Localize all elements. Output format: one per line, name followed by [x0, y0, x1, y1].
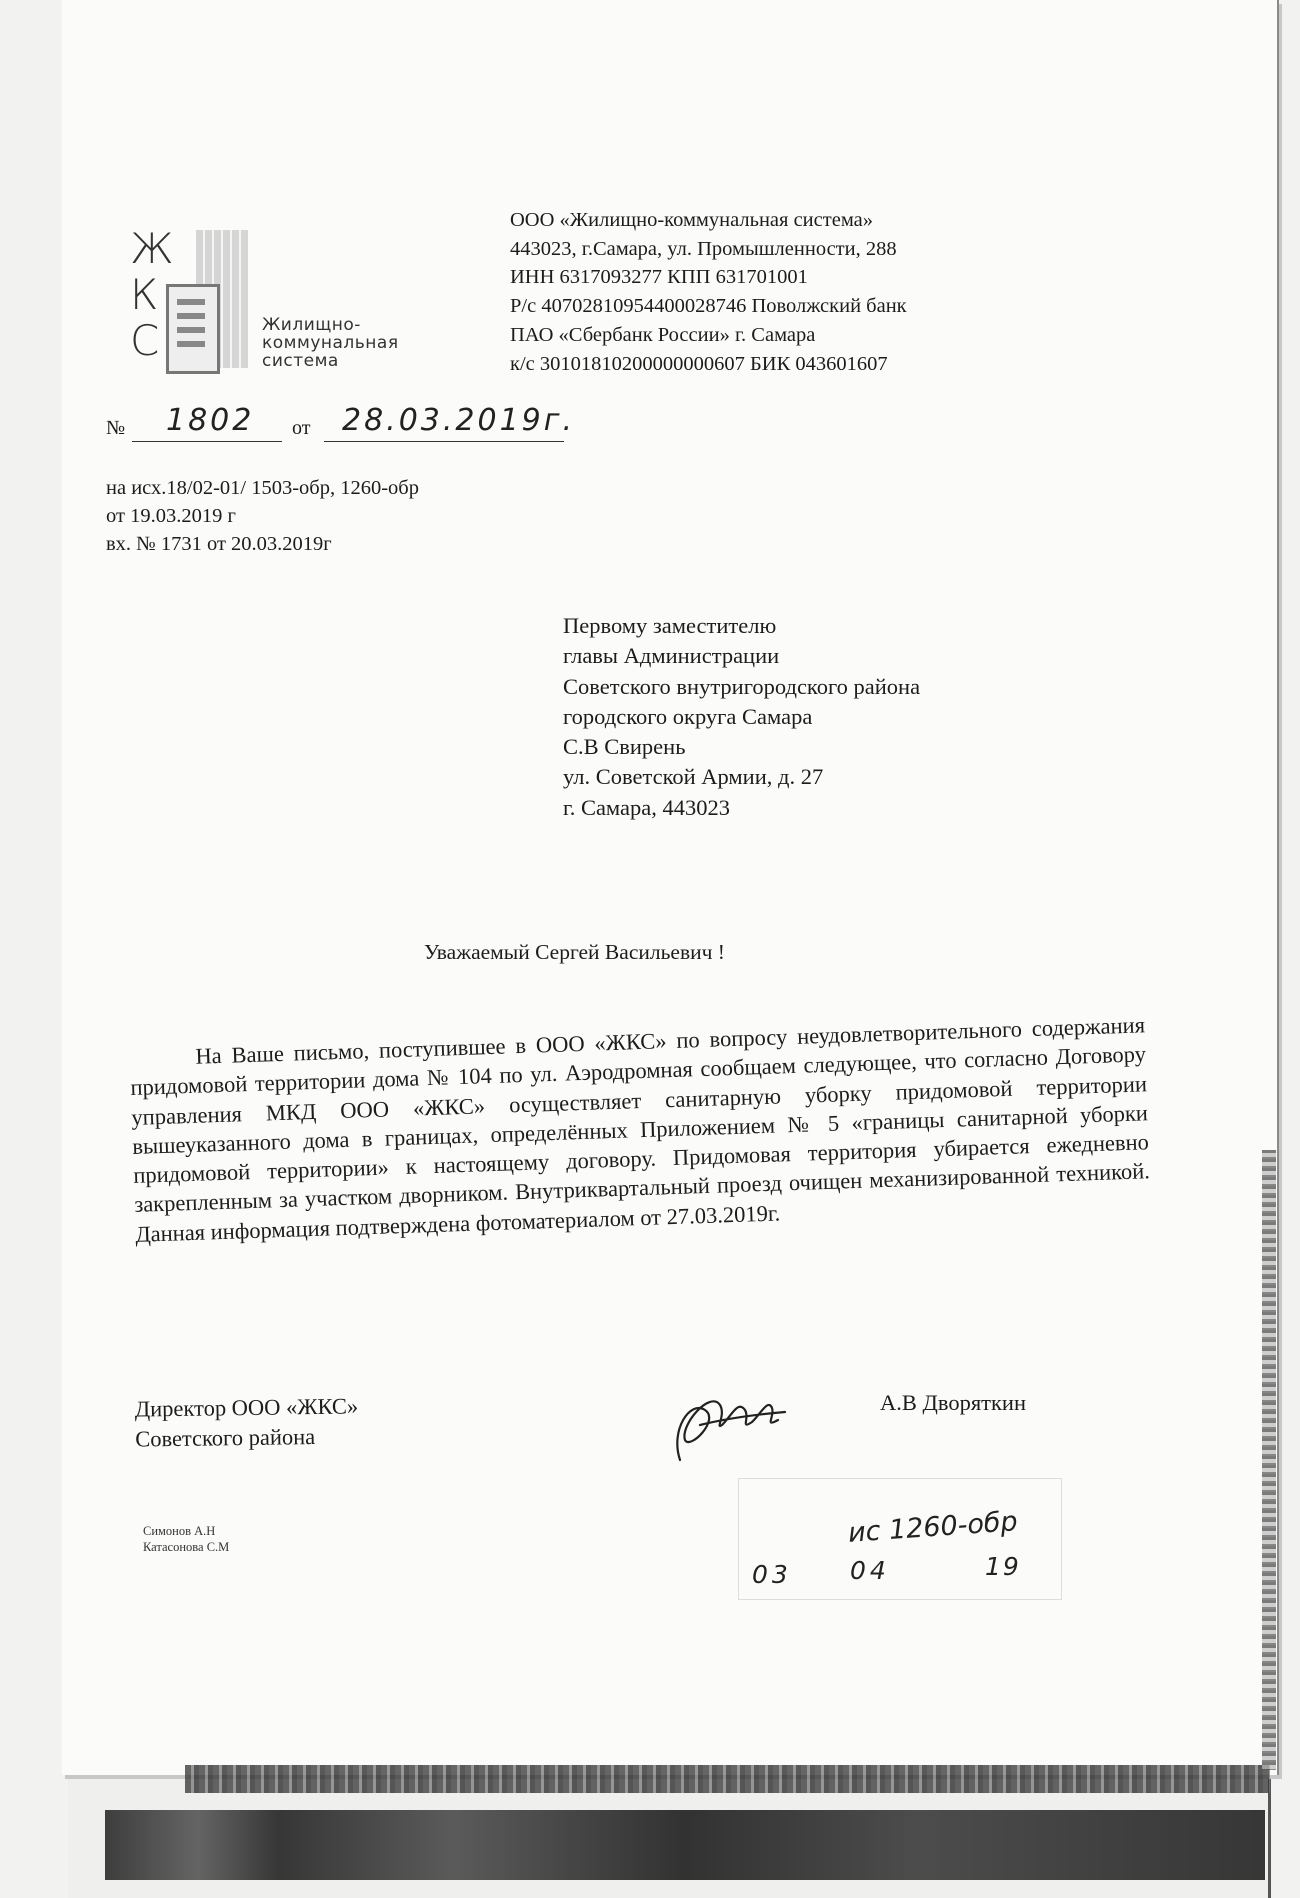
logo-name-line: коммунальная: [262, 333, 399, 353]
logo-company-name: [262, 316, 399, 370]
addressee-line: Советского внутригородского района: [563, 673, 921, 699]
reply-line: на исх.18/02-01/ 1503-обр, 1260-обр: [106, 477, 419, 499]
addressee-line: городского округа Самара: [563, 703, 813, 729]
number-label: №: [106, 417, 126, 439]
signer-position-line: Советского района: [135, 1424, 316, 1452]
outgoing-number: 1802: [166, 403, 255, 438]
reply-line: от 19.03.2019 г: [106, 505, 236, 527]
letter-body: [129, 1010, 1151, 1249]
requisite-line: 443023, г.Самара, ул. Промышленности, 288: [510, 237, 897, 260]
executor-name: Катасонова С.М: [143, 1540, 230, 1554]
executors: [143, 1523, 229, 1555]
logo-letters: [130, 226, 192, 371]
scan-shadow: [105, 1810, 1265, 1880]
handwritten-year: 19: [985, 1552, 1021, 1581]
addressee-block: [563, 611, 920, 823]
greeting: Уважаемый Сергей Васильевич !: [424, 940, 725, 964]
outgoing-reference: [106, 403, 576, 444]
requisite-line: к/с 30101810200000000607 БИК 043601607: [510, 352, 888, 375]
body-paragraph: На Ваше письмо, поступившее в ООО «ЖКС» по вопросу неудовлетворительного содержания придомовой территории дома № 104 по ул. Аэродромная сообщаем следующее, что согласно Договору управления МКД ООО «ЖКС» осуществляет санитарную уборку придомовой территории вышеуказанного дома в границах, определённых Приложением № 5 «границы санитарной уборки придомовой территории» к настоящему договору. Придомовая территория убирается ежедневно закрепленным за участком дворником. Внутриквартальный проезд очищен механизированной техникой. Данная информация подтверждена фотоматериалом от 27.03.2019г.: [130, 1012, 1151, 1247]
scan-edge-noise: [1262, 1150, 1276, 1770]
outgoing-date: 28.03.2019г.: [342, 403, 576, 438]
requisite-line: ООО «Жилищно-коммунальная система»: [510, 209, 873, 231]
logo-letter: С: [130, 316, 160, 365]
requisite-line: ИНН 6317093277 КПП 631701001: [510, 266, 808, 289]
addressee-line: ул. Советской Армии, д. 27: [563, 764, 824, 790]
signer-name: А.В Дворяткин: [880, 1390, 1027, 1415]
logo-letter: Ж: [130, 224, 174, 273]
handwritten-day: 03: [752, 1560, 792, 1589]
company-logo: [130, 226, 430, 376]
logo-letter: К: [130, 270, 159, 319]
signer-position-line: Директор ООО «ЖКС»: [134, 1393, 359, 1422]
handwritten-signature: [660, 1370, 800, 1470]
addressee-line: Первому заместителю: [563, 613, 777, 638]
scan-shadow-strip: [185, 1765, 1270, 1793]
logo-name-line: Жилищно-: [262, 315, 361, 335]
date-label: от: [292, 417, 311, 439]
requisite-line: Р/с 40702810954400028746 Поволжский банк: [510, 295, 907, 318]
signer-position: [135, 1391, 359, 1454]
executor-name: Симонов А.Н: [143, 1524, 216, 1538]
handwritten-note: ис 1260-обр: [847, 1506, 1019, 1549]
company-requisites: [510, 206, 907, 378]
handwritten-month: 04: [850, 1556, 890, 1585]
requisite-line: ПАО «Сбербанк России» г. Самара: [510, 323, 816, 346]
reply-reference: [106, 474, 419, 558]
addressee-line: главы Администрации: [563, 643, 780, 669]
addressee-line: С.В Свирень: [563, 734, 686, 760]
reply-line: вх. № 1731 от 20.03.2019г: [106, 533, 332, 555]
addressee-line: г. Самара, 443023: [563, 794, 730, 820]
logo-name-line: система: [262, 351, 339, 371]
